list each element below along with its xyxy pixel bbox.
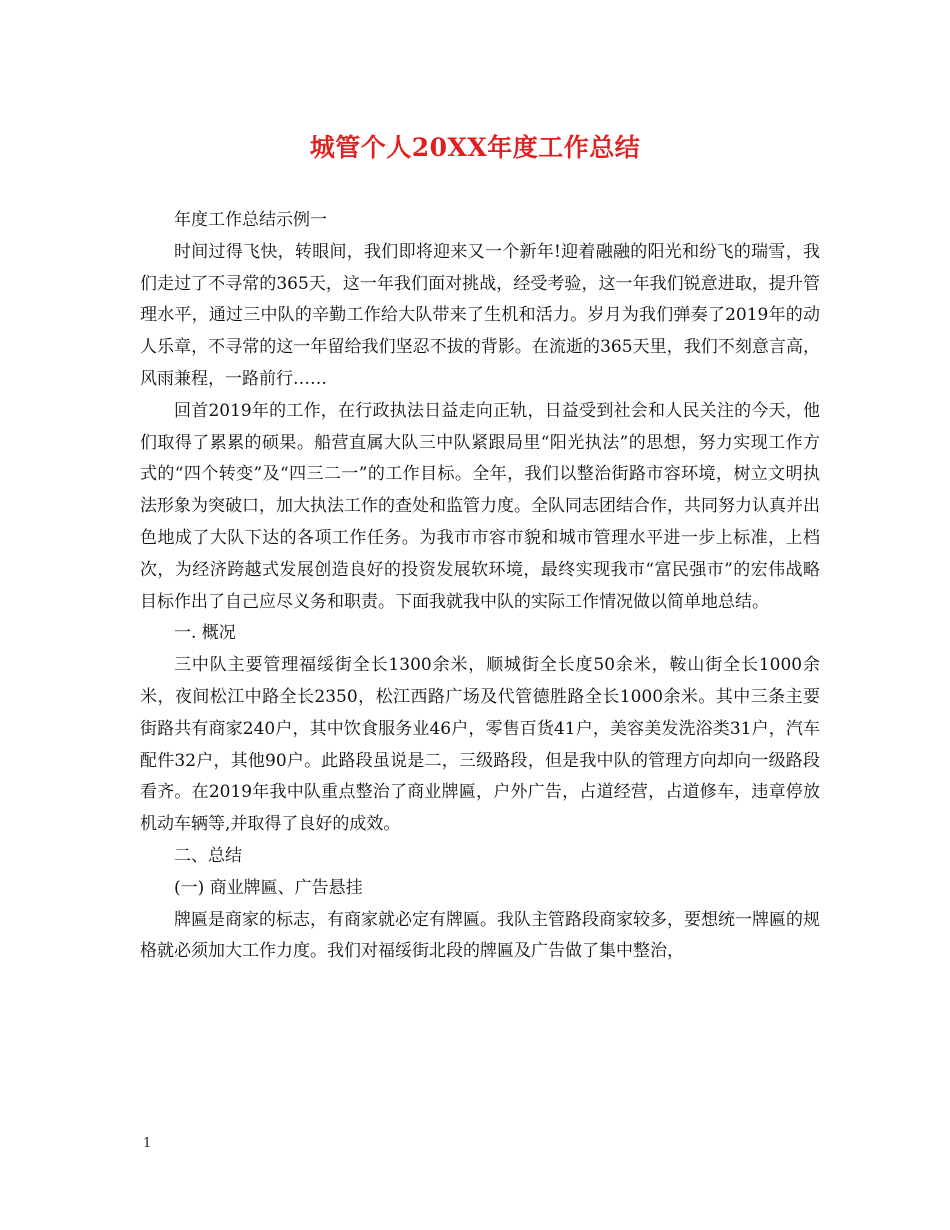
paragraph-intro: 时间过得飞快，转眼间，我们即将迎来又一个新年!迎着融融的阳光和纷飞的瑞雪，我们走过了不寻常的365天，这一年我们面对挑战，经受考验，这一年我们锐意进取，提升管理水平，通过三中队的辛勤工作给大队带来了生机和活力。岁月为我们弹奏了2019年的动人乐章，不寻常的这一年留给我们坚忍不拔的背影。在流逝的365天里，我们不刻意言高，风雨兼程，一路前行……: [140, 241, 820, 389]
page-number: 1: [143, 1136, 152, 1151]
paragraph-signboards: 牌匾是商家的标志，有商家就必定有牌匾。我队主管路段商家较多，要想统一牌匾的规格就必须加大工作力度。我们对福绥街北段的牌匾及广告做了集中整治，: [140, 909, 820, 962]
document-title: 城管个人20XX年度工作总结: [309, 133, 641, 162]
paragraph-section-label: 年度工作总结示例一: [174, 210, 327, 230]
paragraph-overview: 三中队主要管理福绥街全长1300余米，顺城街全长度50余米，鞍山街全长1000余米，夜间松江中路全长2350，松江西路广场及代管德胜路全长1000余米。其中三条主要街路共有商家240户，其中饮食服务业46户，零售百货41户，美容美发洗浴类31户，汽车配件32户，其他90户。此路段虽说是二，三级路段，但是我中队的管理方向却向一级路段看齐。在2019年我中队重点整治了商业牌匾，户外广告，占道经营，占道修车，违章停放机动车辆等,并取得了良好的成效。: [140, 655, 820, 835]
heading-summary: 二、总结: [174, 845, 242, 866]
document-body: [140, 205, 820, 968]
paragraph-review: 回首2019年的工作，在行政执法日益走向正轨，日益受到社会和人民关注的今天，他们取得了累累的硕果。船营直属大队三中队紧跟局里“阳光执法”的思想，努力实现工作方式的“四个转变”及“四三二一”的工作目标。全年，我们以整治街路市容环境，树立文明执法形象为突破口，加大执法工作的查处和监管力度。全队同志团结合作，共同努力认真并出色地成了大队下达的各项工作任务。为我市市容市貌和城市管理水平进一步上标准，上档次，为经济跨越式发展创造良好的投资发展软环境，最终实现我市“富民强市”的宏伟战略目标作出了自己应尽义务和职责。下面我就我中队的实际工作情况做以简单地总结。: [140, 400, 820, 612]
heading-overview: 一. 概况: [174, 623, 236, 644]
subheading-signboards: (一) 商业牌匾、广告悬挂: [174, 877, 363, 898]
